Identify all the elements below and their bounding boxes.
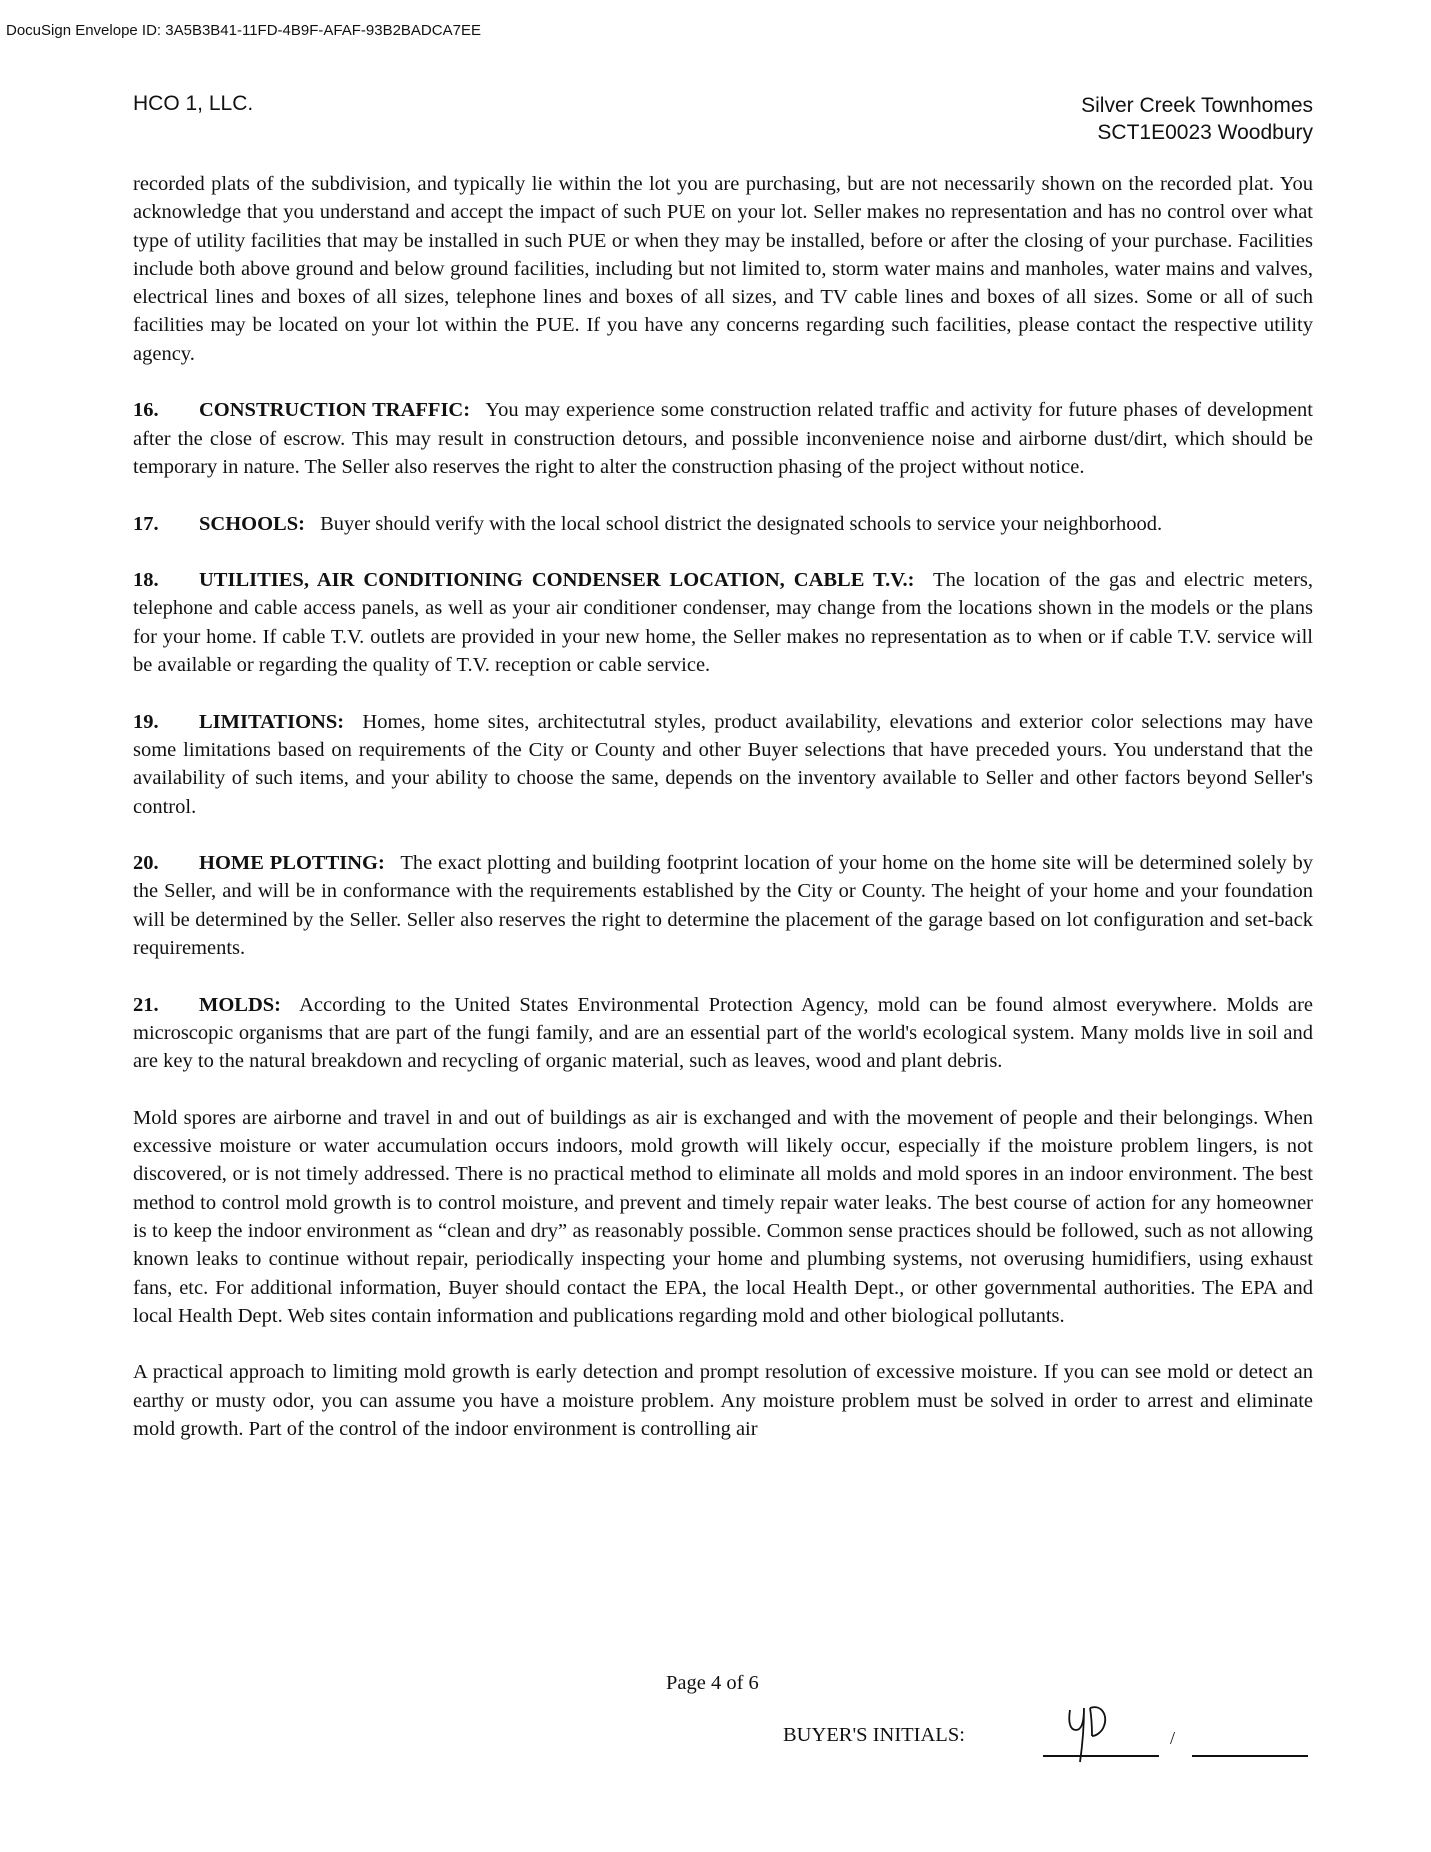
paragraph-text: recorded plats of the subdivision, and typically lie within the lot you are purchasing, but are not necessarily shown on the recorded plat. You acknowledge that you understand and accept the impact of such PUE on your lot. Seller makes no representation and has no control over what type of utility facilities that may be installed in such PUE or when they may be installed, before or after the closing of your purchase. Facilities include both above ground and below ground facilities, including but not limited to, storm water mains and manholes, water mains and valves, electrical lines and boxes of all sizes, telephone lines and boxes of all sizes, and TV cable lines and boxes of all sizes. Some or all of such facilities may be located on your lot within the PUE. If you have any concerns regarding such facilities, please contact the respective utility agency. — [133, 173, 1313, 365]
paragraph-text: A practical approach to limiting mold growth is early detection and prompt resolution of excessive moisture. If you can see mold or detect an earthy or musty odor, you can assume you have a moisture problem. Any moisture problem must be solved in order to arrest and eliminate mold growth. Part of the control of the indoor environment is controlling air — [133, 1361, 1313, 1441]
section-17 — [133, 510, 1313, 538]
paragraph-text: Buyer should verify with the local school district the designated schools to service your neighborhood. — [320, 512, 1163, 535]
document-body — [133, 170, 1313, 1472]
section-heading: SCHOOLS: — [199, 512, 305, 535]
paragraph-pue-continued — [133, 170, 1313, 368]
buyers-initials-label: BUYER'S INITIALS: — [783, 1724, 965, 1746]
paragraph-text: The exact plotting and building footprint location of your home on the home site will be determined solely by the Seller, and will be in conformance with the requirements established by the City or County. The height of your home and your foundation will be determined by the Seller. Seller also reserves the right to determine the placement of the garage based on lot configuration and set-back requirements. — [133, 852, 1313, 960]
paragraph-text: Mold spores are airborne and travel in and out of buildings as air is exchanged and with the movement of people and their belongings. When excessive moisture or water accumulation occurs indoors, mold growth will likely occur, especially if the moisture problem lingers, is not discovered, or is not timely addressed. There is no practical method to eliminate all molds and mold spores in an indoor environment. The best method to control mold growth is to control moisture, and prevent and timely repair water leaks. The best course of action for any homeowner is to keep the indoor environment as “clean and dry” as reasonably possible. Common sense practices should be followed, such as not allowing known leaks to continue without repair, periodically inspecting your home and plumbing systems, not overusing humidifiers, using exhaust fans, etc. For additional information, Buyer should contact the EPA, the local Health Dept., or other governmental authorities. The EPA and local Health Dept. Web sites contain information and publications regarding mold and other biological pollutants. — [133, 1106, 1313, 1327]
section-number: 17. — [133, 512, 159, 535]
paragraph-mold-approach — [133, 1358, 1313, 1443]
company-name: HCO 1, LLC. — [133, 92, 254, 115]
buyer-2-initials-line[interactable] — [1192, 1755, 1308, 1757]
initials-separator: / — [1170, 1728, 1176, 1748]
section-number: 19. — [133, 710, 159, 733]
paragraph-mold-spores — [133, 1104, 1313, 1330]
page-number: Page 4 of 6 — [666, 1672, 759, 1694]
section-heading: HOME PLOTTING: — [199, 852, 385, 875]
section-18 — [133, 566, 1313, 679]
section-16 — [133, 396, 1313, 481]
section-heading: LIMITATIONS: — [199, 710, 345, 733]
buyer-1-initials-line — [1043, 1755, 1159, 1757]
paragraph-text: The location of the gas and electric meters, telephone and cable access panels, as well as your air conditioner condenser, may change from the locations shown in the models or the plans for your home. If cable T.V. outlets are provided in your new home, the Seller makes no representation as to when or if cable T.V. service will be available or regarding the quality of T.V. reception or cable service. — [133, 569, 1313, 677]
docusign-envelope-id: DocuSign Envelope ID: 3A5B3B41-11FD-4B9F-AFAF-93B2BADCA7EE — [6, 22, 481, 39]
project-name: Silver Creek Townhomes — [1081, 94, 1313, 117]
paragraph-text: According to the United States Environmental Protection Agency, mold can be found almost everywhere. Molds are microscopic organisms that are part of the fungi family, and are an essential part of the world's ecological system. Many molds live in soil and are key to the natural breakdown and recycling of organic material, such as leaves, wood and plant debris. — [133, 993, 1313, 1073]
section-19 — [133, 708, 1313, 821]
paragraph-text: You may experience some construction related traffic and activity for future phases of development after the close of escrow. This may result in construction detours, and possible inconvenience noise and airborne dust/dirt, which should be temporary in nature. The Seller also reserves the right to alter the construction phasing of the project without notice. — [133, 399, 1313, 478]
section-heading: MOLDS: — [199, 993, 281, 1016]
paragraph-text: Homes, home sites, architectutral styles, product availability, elevations and exterior color selections may have some limitations based on requirements of the City or County and other Buyer selections that have preceded yours. You understand that the availability of such items, and your ability to choose the same, depends on the inventory available to Seller and other factors beyond Seller's control. — [133, 710, 1314, 818]
section-heading: UTILITIES, AIR CONDITIONING CONDENSER LOCATION, CABLE T.V.: — [199, 569, 915, 592]
section-number: 16. — [133, 399, 159, 422]
section-number: 20. — [133, 852, 159, 875]
section-heading: CONSTRUCTION TRAFFIC: — [199, 399, 471, 422]
project-info — [1081, 92, 1313, 146]
section-20 — [133, 849, 1313, 962]
section-number: 18. — [133, 569, 159, 592]
lot-id: SCT1E0023 Woodbury — [1097, 121, 1313, 144]
section-number: 21. — [133, 993, 159, 1016]
section-21 — [133, 991, 1313, 1076]
